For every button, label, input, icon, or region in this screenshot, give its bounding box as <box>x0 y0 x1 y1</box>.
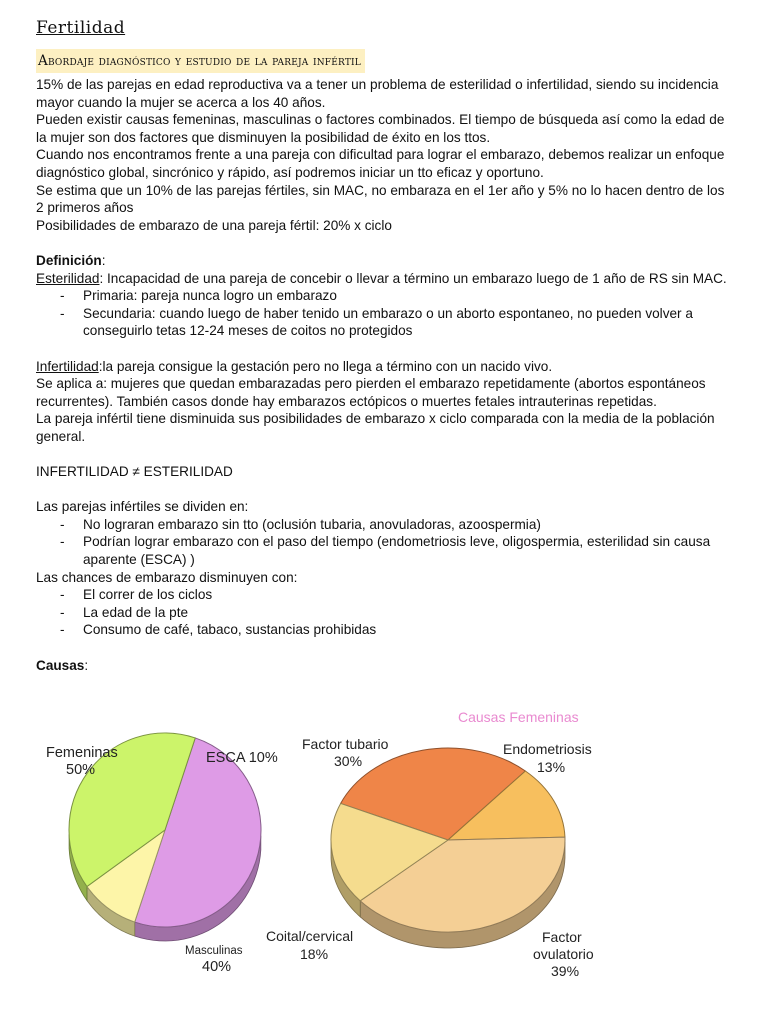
groups-intro: Las parejas infértiles se dividen en: <box>36 499 249 515</box>
causes-charts <box>0 700 768 1000</box>
list-item: - Podrían lograr embarazo con el paso del tiempo (endometriosis leve, oligospermia, esterilidad sin causa aparente (ESCA) ) <box>58 533 732 568</box>
pie2-value-coital: 18% <box>300 946 329 962</box>
causes-label: Causas <box>36 657 85 673</box>
pie2-value-ovulatorio: 39% <box>551 963 580 979</box>
pie2-title: Causas Femeninas <box>458 709 579 725</box>
infertility-paragraph: Se aplica a: mujeres que quedan embarazadas pero pierden el embarazo repetidamente (abortos espontáneos recurrentes). También casos donde hay embarazos ectópicos o muertes fetales intrauterinas repetidas. <box>36 376 706 409</box>
pie1-value-masculinas: 40% <box>202 959 232 975</box>
page-title: Fertilidad <box>36 18 126 38</box>
intro-paragraph: Cuando nos encontramos frente a una pareja con dificultad para lograr el embarazo, debemos realizar un enfoque diagnóstico global, sincrónico y rápido, así podremos iniciar un tto eficaz y oportuno. <box>36 147 725 180</box>
pie1-value-esca: ESCA 10% <box>206 750 278 766</box>
pie1-value-femeninas: 50% <box>66 762 96 778</box>
pie-chart-female-causes <box>331 748 565 948</box>
infertility-definition <box>36 358 732 376</box>
pie2-label-tubario: Factor tubario <box>302 736 389 752</box>
list-item: - Consumo de café, tabaco, sustancias prohibidas <box>58 621 732 639</box>
intro-paragraph: Posibilidades de embarazo de una pareja fértil: 20% x ciclo <box>36 217 392 233</box>
infertility-paragraph: La pareja infértil tiene disminuida sus posibilidades de embarazo x ciclo comparada con la media de la población general. <box>36 411 715 444</box>
pie2-label-ovulatorio-1: Factor <box>542 929 582 945</box>
sterility-list <box>36 287 732 340</box>
intro-paragraph: 15% de las parejas en edad reproductiva va a tener un problema de esterilidad o infertilidad, siendo su incidencia mayor cuando la mujer se acerca a los 40 años. <box>36 77 719 110</box>
pie1-label-femeninas: Femeninas <box>46 745 118 761</box>
pie2-value-endometriosis: 13% <box>537 759 566 775</box>
list-item: - Secundaria: cuando luego de haber tenido un embarazo o un aborto espontaneo, no pueden volver a conseguirlo tetas 12-24 meses de coitos no protegidos <box>58 305 732 340</box>
sterility-text: : Incapacidad de una pareja de concebir o llevar a término un embarazo luego de 1 año de RS sin MAC. <box>99 270 727 286</box>
chances-intro: Las chances de embarazo disminuyen con: <box>36 569 298 585</box>
pie1-label-masculinas: Masculinas <box>185 945 243 957</box>
pie2-value-tubario: 30% <box>334 753 363 769</box>
list-item: - Primaria: pareja nunca logro un embarazo <box>58 287 732 305</box>
pie2-label-coital: Coital/cervical <box>266 928 354 944</box>
list-item: - No lograran embarazo sin tto (oclusión tubaria, anovuladoras, azoospermia) <box>58 516 732 534</box>
document-body <box>36 76 732 674</box>
intro-paragraph: Se estima que un 10% de las parejas fértiles, sin MAC, no embaraza en el 1er año y 5% no lo hacen dentro de los 2 primeros años <box>36 182 725 216</box>
intro-paragraph: Pueden existir causas femeninas, masculinas o factores combinados. El tiempo de búsqueda así como la edad de la mujer son dos factores que disminuyen la posibilidad de éxito en los ttos. <box>36 112 725 145</box>
pie2-label-ovulatorio-2: ovulatorio <box>533 946 594 962</box>
infertility-text: :la pareja consigue la gestación pero no llega a término con un nacido vivo. <box>98 358 553 374</box>
definition-label: Definición <box>36 252 102 268</box>
groups-list <box>36 516 732 569</box>
definition-heading: Definición: <box>36 252 106 268</box>
sterility-definition <box>36 270 732 288</box>
infertility-term: Infertilidad <box>36 358 99 374</box>
causes-heading: Causas: <box>36 657 89 673</box>
chances-list <box>36 586 732 639</box>
pie2-label-endometriosis: Endometriosis <box>503 741 592 757</box>
list-item: - La edad de la pte <box>58 604 732 622</box>
list-item: - El correr de los ciclos <box>58 586 732 604</box>
section-heading: Abordaje diagnóstico y estudio de la pareja infértil <box>36 49 365 73</box>
comparison-line: INFERTILIDAD ≠ ESTERILIDAD <box>36 464 233 480</box>
sterility-term: Esterilidad <box>36 270 100 286</box>
